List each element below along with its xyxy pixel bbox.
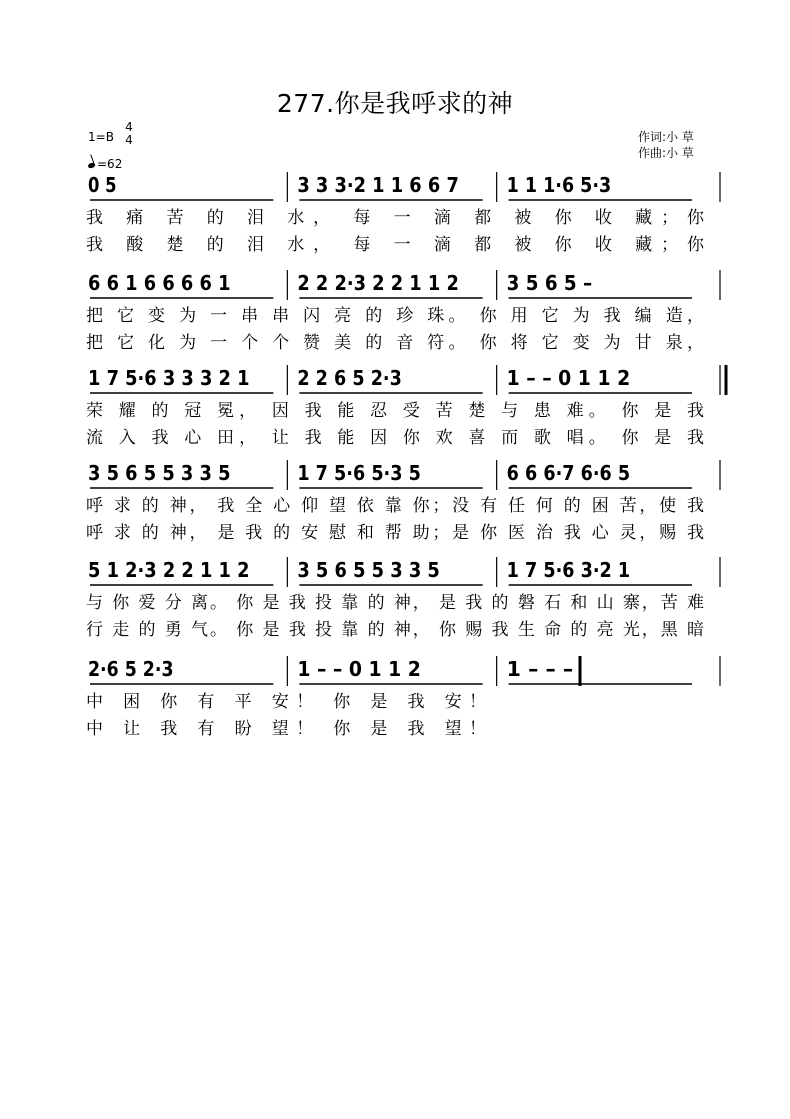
key-signature: 1=B (88, 130, 114, 144)
note-group: 1 7 5·6 3 3 3 2 1 (88, 366, 250, 390)
lyrics-verse-1: 呼 求 的 神， 我 全 心 仰 望 依 靠 你；没 有 任 何 的 困 苦，使 我 (86, 496, 704, 516)
composer-credit: 作曲:小 草 (638, 146, 694, 160)
lyrics-verse-2: 把 它 化 为 一 个 个 赞 美 的 音 符。 你 将 它 变 为 甘 泉， (86, 333, 704, 353)
note-group: 1 7 5·6 3·2 1 (506, 558, 631, 582)
note-group: 1 7 5·6 5·3 5 (297, 461, 421, 485)
note-group: 2 2 6 5 2·3 (297, 366, 402, 390)
time-signature-bottom: 4 (125, 133, 133, 147)
note-group: 1 – – 0 1 1 2 (506, 366, 631, 390)
lyrics-verse-2: 流 入 我 心 田， 让 我 能 因 你 欢 喜 而 歌 唱。 你 是 我 (86, 428, 704, 448)
lyrics-verse-2: 呼 求 的 神， 是 我 的 安 慰 和 帮 助；是 你 医 治 我 心 灵，赐 我 (86, 523, 704, 543)
note-group: 6 6 1 6 6 6 6 1 (88, 271, 231, 295)
lyrics-verse-1: 把 它 变 为 一 串 串 闪 亮 的 珍 珠。 你 用 它 为 我 编 造， (86, 306, 704, 326)
lyrics-verse-1: 与 你 爱 分 离。 你 是 我 投 靠 的 神， 是 我 的 磐 石 和 山 寨，苦 难 (86, 593, 704, 613)
note-group: 3 3 3·2 1 1 6 6 7 (297, 173, 459, 197)
lyrics-verse-2: 行 走 的 勇 气。 你 是 我 投 靠 的 神， 你 赐 我 生 命 的 亮 光，黑 暗 (86, 620, 704, 640)
note-group: 0 5 (88, 173, 117, 197)
lyrics-verse-2: 中 让 我 有 盼 望！ 你 是 我 望！ (86, 719, 486, 739)
note-group: 2·6 5 2·3 (88, 657, 174, 681)
note-group: 5 1 2·3 2 2 1 1 2 (88, 558, 250, 582)
lyrics-verse-1: 我 痛 苦 的 泪 水， 每 一 滴 都 被 你 收 藏；你 (86, 208, 704, 228)
lyrics-verse-2: 我 酸 楚 的 泪 水， 每 一 滴 都 被 你 收 藏；你 (86, 235, 704, 255)
note-group: 1 1 1·6 5·3 (506, 173, 612, 197)
note-group: 3 5 6 5 5 3 3 5 (88, 461, 231, 485)
note-group: 2 2 2·3 2 2 1 1 2 (297, 271, 459, 295)
lyricist-credit: 作词:小 草 (638, 130, 694, 144)
lyrics-verse-1: 中 困 你 有 平 安！ 你 是 我 安！ (86, 692, 486, 712)
score-body (86, 172, 726, 739)
note-group: 6 6 6·7 6·6 5 (506, 461, 631, 485)
note-group: 1 – – – (506, 657, 574, 681)
note-group: 1 – – 0 1 1 2 (297, 657, 421, 681)
song-title: 277.你是我呼求的神 (276, 89, 514, 118)
lyrics-verse-1: 荣 耀 的 冠 冕， 因 我 能 忍 受 苦 楚 与 患 难。 你 是 我 (86, 401, 704, 421)
time-signature-top: 4 (125, 120, 133, 134)
note-group: 3 5 6 5 5 3 3 5 (297, 558, 440, 582)
tempo-value: =62 (97, 157, 123, 171)
note-group: 3 5 6 5 – (506, 271, 593, 295)
